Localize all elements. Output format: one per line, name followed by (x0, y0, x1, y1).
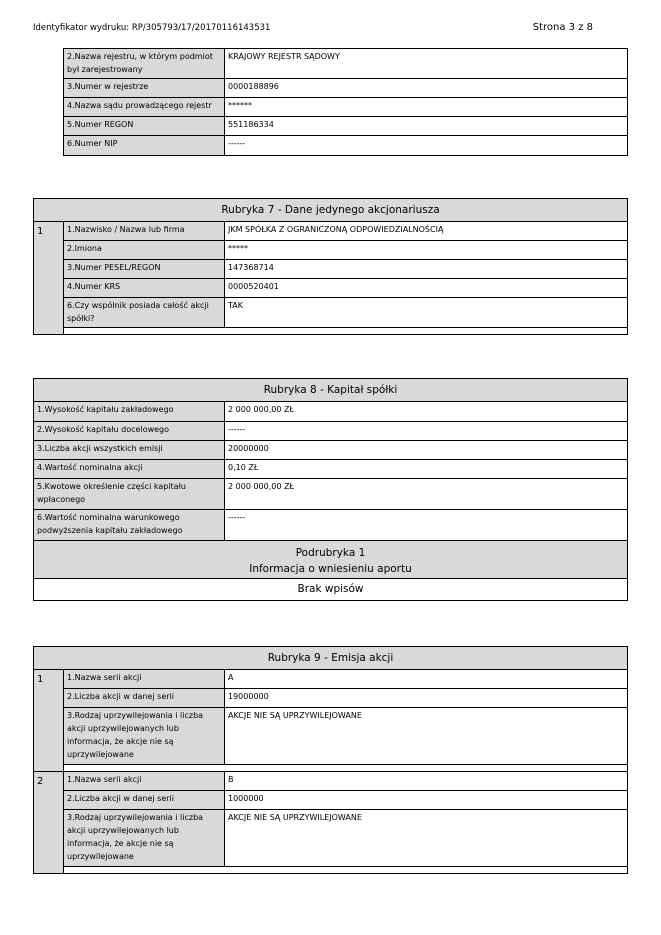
row-value: 147368714 (228, 263, 274, 272)
table-row (64, 791, 627, 810)
row-label: 6.Wartość nominalna warunkowego podwyższenia kapitału zakładowego (34, 510, 225, 540)
row-value: ------ (228, 513, 246, 522)
subsection-header (34, 541, 627, 579)
row-value: AKCJE NIE SĄ UPRZYWILEJOWANE (228, 711, 362, 720)
row-label: 2.Liczba akcji w danej serii (64, 791, 225, 809)
table-row (64, 260, 627, 279)
section-title: Rubryka 8 - Kapitał spółki (34, 379, 627, 402)
table-row (34, 402, 627, 422)
row-value: 1000000 (228, 794, 264, 803)
row-label: 1.Nazwa serii akcji (64, 670, 225, 688)
table-row (64, 689, 627, 708)
table-row (64, 298, 627, 328)
row-label: 5.Kwotowe określenie części kapitału wpłaconego (34, 479, 225, 509)
page-number: Strona 3 z 8 (532, 22, 593, 33)
row-label: 3.Numer PESEL/REGON (64, 260, 225, 278)
table-row (64, 49, 627, 79)
row-value: 0000520401 (228, 282, 279, 291)
table-row (34, 479, 627, 510)
table-row (64, 117, 627, 136)
table-row (34, 510, 627, 541)
table-row (34, 441, 627, 460)
section-title: Rubryka 9 - Emisja akcji (34, 647, 627, 670)
row-label: 3.Numer w rejestrze (64, 79, 225, 97)
table-row (64, 772, 627, 791)
share-series-group (34, 670, 627, 772)
entry-number: 1 (34, 222, 64, 334)
table-row (64, 136, 627, 155)
row-value: 551186334 (228, 120, 274, 129)
row-value: B (228, 775, 234, 784)
section-title: Rubryka 7 - Dane jedynego akcjonariusza (34, 199, 627, 222)
row-label: 4.Numer KRS (64, 279, 225, 297)
table-row (34, 460, 627, 479)
row-value: 0,10 ZŁ (228, 463, 259, 472)
table-row (64, 810, 627, 867)
row-value: AKCJE NIE SĄ UPRZYWILEJOWANE (228, 813, 362, 822)
subsection-subtitle: Informacja o wniesieniu aportu (249, 563, 412, 575)
rubryka-9-table (33, 646, 628, 874)
row-label: 1.Nazwa serii akcji (64, 772, 225, 790)
row-value: ***** (228, 244, 248, 253)
table-row (64, 79, 627, 98)
share-series-group (34, 772, 627, 873)
row-label: 2.Liczba akcji w danej serii (64, 689, 225, 707)
row-value: 19000000 (228, 692, 269, 701)
row-label: 4.Wartość nominalna akcji (34, 460, 225, 478)
row-label: 4.Nazwa sądu prowadzącego rejestr (64, 98, 225, 116)
table-row (64, 670, 627, 689)
subsection-title: Podrubryka 1 (295, 547, 366, 559)
no-entries-text: Brak wpisów (297, 583, 364, 595)
row-label: 2.Nazwa rejestru, w którym podmiot był zarejestrowany (64, 49, 225, 78)
row-label: 6.Numer NIP (64, 136, 225, 155)
row-value: ------ (228, 139, 246, 148)
rubryka-7-table (33, 198, 628, 335)
row-value: 0000188896 (228, 82, 279, 91)
row-value: JKM SPÓŁKA Z OGRANICZONĄ ODPOWIEDZIALNOŚCIĄ (228, 225, 444, 234)
row-value: ****** (228, 101, 252, 110)
row-label: 6.Czy wspólnik posiada całość akcji spółki? (64, 298, 225, 327)
table-row (64, 98, 627, 117)
row-value: 2 000 000,00 ZŁ (228, 482, 294, 491)
entry-number: 2 (34, 772, 64, 873)
entry-number: 1 (34, 670, 64, 771)
table-row (64, 279, 627, 298)
table-row (64, 708, 627, 765)
row-value: 2 000 000,00 ZŁ (228, 405, 294, 414)
row-label: 5.Numer REGON (64, 117, 225, 135)
row-label: 2.Wysokość kapitału docelowego (34, 422, 225, 440)
row-label: 2.Imiona (64, 241, 225, 259)
row-label: 3.Rodzaj uprzywilejowania i liczba akcji uprzywilejowanych lub informacja, że akcje nie są uprzywilejowane (64, 810, 225, 866)
row-label: 3.Rodzaj uprzywilejowania i liczba akcji uprzywilejowanych lub informacja, że akcje nie są uprzywilejowane (64, 708, 225, 764)
row-label: 3.Liczba akcji wszystkich emisji (34, 441, 225, 459)
rubryka-8-table (33, 378, 628, 601)
row-label: 1.Wysokość kapitału zakładowego (34, 402, 225, 421)
registry-table (63, 48, 628, 156)
row-value: A (228, 673, 234, 682)
row-value: TAK (228, 301, 243, 310)
table-row (34, 422, 627, 441)
table-row (64, 241, 627, 260)
row-value: 20000000 (228, 444, 269, 453)
print-identifier: Identyfikator wydruku: RP/305793/17/20170116143531 (33, 23, 271, 33)
shareholder-group (34, 222, 627, 334)
table-row (64, 222, 627, 241)
row-value: ------ (228, 425, 246, 434)
row-label: 1.Nazwisko / Nazwa lub firma (64, 222, 225, 240)
row-value: KRAJOWY REJESTR SĄDOWY (228, 52, 340, 61)
